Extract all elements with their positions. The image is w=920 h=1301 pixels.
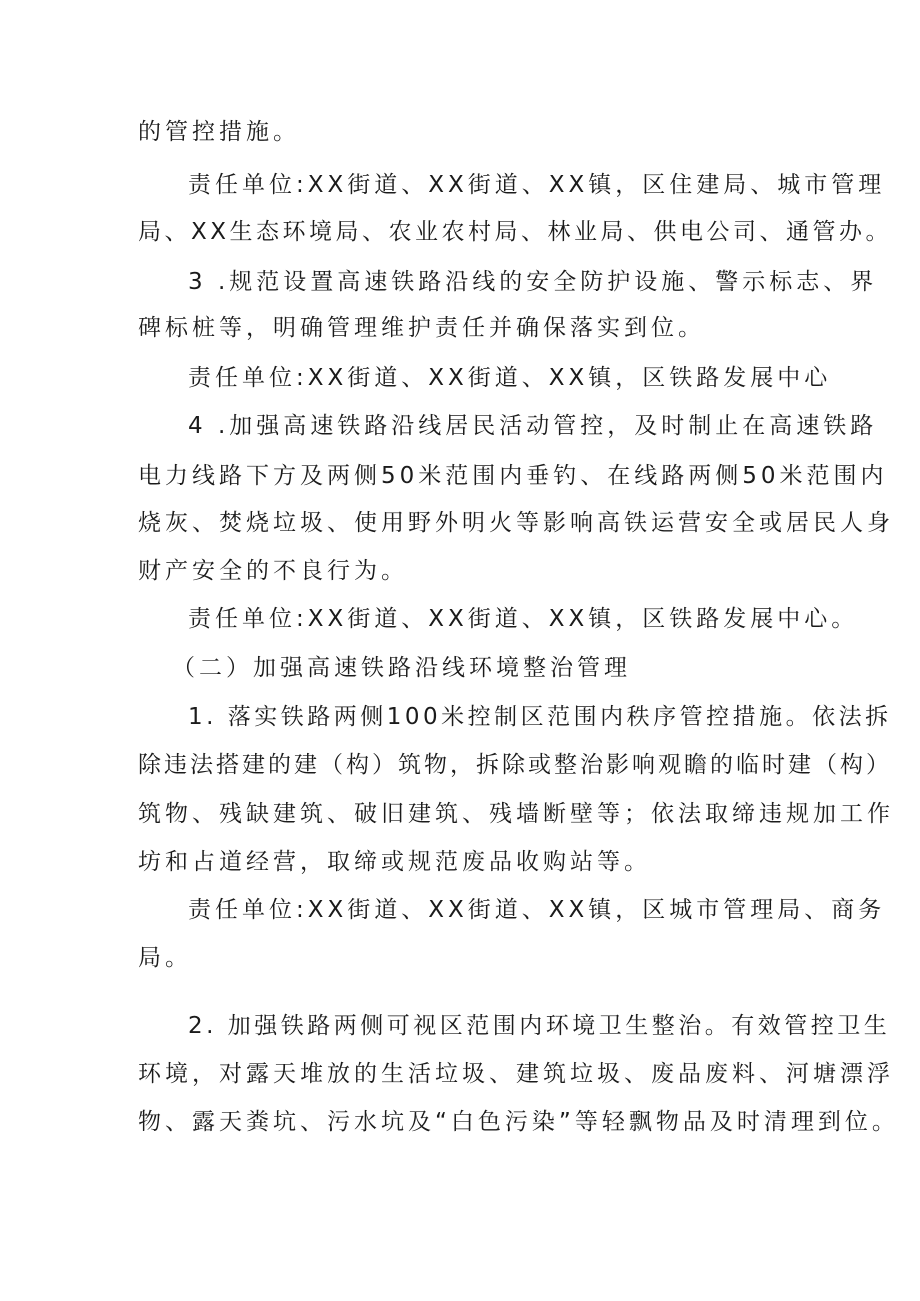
- text-line: 物、露天粪坑、污水坑及“白色污染”等轻飘物品及时清理到位。: [138, 1109, 899, 1135]
- text-line: 坊和占道经营，取缔或规范废品收购站等。: [138, 849, 651, 875]
- text-line: 电力线路下方及两侧50米范围内垂钓、在线路两侧50米范围内: [138, 463, 888, 489]
- text-line: 责任单位:XX街道、XX街道、XX镇，区铁路发展中心: [188, 365, 832, 391]
- text-line: 的管控措施。: [138, 119, 300, 145]
- text-line: 4 .加强高速铁路沿线居民活动管控，及时制止在高速铁路: [188, 413, 878, 439]
- text-line: 局。: [138, 945, 192, 971]
- text-line: 烧灰、焚烧垃圾、使用野外明火等影响高铁运营安全或居民人身: [138, 510, 894, 536]
- text-line: 局、XX生态环境局、农业农村局、林业局、供电公司、通管办。: [138, 219, 893, 245]
- text-line: 1. 落实铁路两侧100米控制区范围内秩序管控措施。依法拆: [188, 704, 892, 730]
- text-line: 除违法搭建的建（构）筑物，拆除或整治影响观瞻的临时建（构）: [138, 752, 892, 778]
- section-heading: （二）加强高速铁路沿线环境整治管理: [172, 655, 631, 681]
- text-line: 财产安全的不良行为。: [138, 558, 408, 584]
- text-line: 筑物、残缺建筑、破旧建筑、残墙断壁等；依法取缔违规加工作: [138, 801, 894, 827]
- text-line: 3 .规范设置高速铁路沿线的安全防护设施、警示标志、界: [188, 269, 878, 295]
- text-line: 责任单位:XX街道、XX街道、XX镇，区住建局、城市管理: [188, 172, 886, 198]
- text-line: 责任单位:XX街道、XX街道、XX镇，区铁路发展中心。: [188, 606, 859, 632]
- text-line: 环境，对露天堆放的生活垃圾、建筑垃圾、废品废料、河塘漂浮: [138, 1061, 894, 1087]
- text-line: 责任单位:XX街道、XX街道、XX镇，区城市管理局、商务: [188, 897, 886, 923]
- text-line: 碑标桩等，明确管理维护责任并确保落实到位。: [138, 315, 705, 341]
- text-line: 2. 加强铁路两侧可视区范围内环境卫生整治。有效管控卫生: [188, 1013, 891, 1039]
